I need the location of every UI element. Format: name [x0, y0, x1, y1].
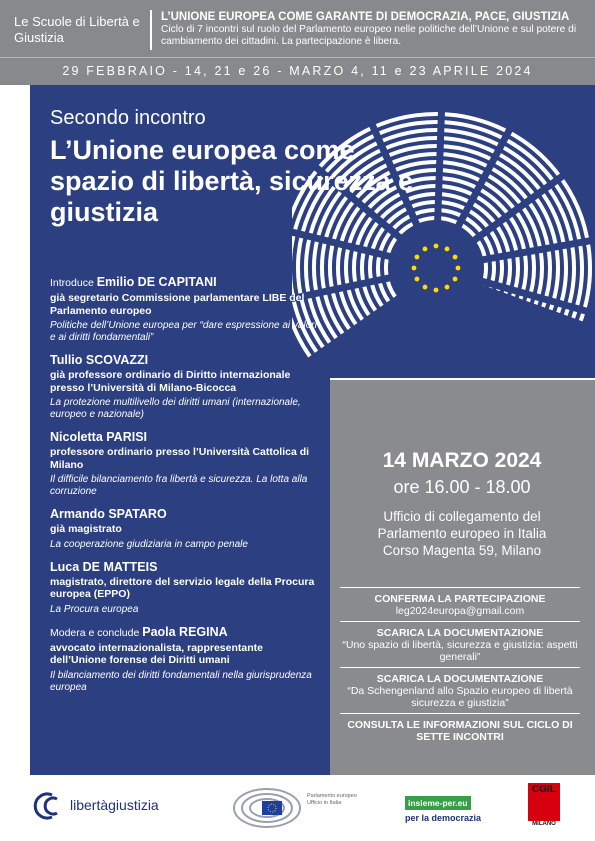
eu-star-icon [456, 266, 461, 271]
speaker-name: Emilio DE CAPITANI [96, 275, 217, 289]
libertagiustizia-logo-icon [30, 791, 68, 821]
speaker-intro: Introduce [50, 277, 97, 289]
eu-star-icon [423, 247, 428, 252]
partner-logos [0, 775, 595, 841]
confirm-participation-link[interactable] [340, 587, 580, 621]
series-heading: L’UNIONE EUROPEA COME GARANTE DI DEMOCRAZIA, PACE, GIUSTIZIA [161, 11, 570, 23]
speaker-item [50, 275, 320, 344]
eu-star-icon [434, 288, 439, 293]
download-documentation-2-link[interactable] [340, 667, 580, 713]
speaker-item [50, 507, 320, 551]
speaker-topic: Politiche dell’Unione europea per “dare espressione ai valori e ai diritti fondamentali” [50, 320, 317, 343]
speaker-role: avvocato internazionalista, rappresentante dell’Unione forense dei Diritti umani [50, 641, 263, 666]
header-divider [150, 10, 152, 50]
speaker-intro: Modera e conclude [50, 626, 143, 639]
series-description: Ciclo di 7 incontri sul ruolo del Parlamento europeo nelle politiche dell’Unione e sul potere di cambiamento dei cittadini. La partecipazione è libera. [161, 24, 577, 47]
action-links [340, 587, 580, 747]
event-date: 14 MARZO 2024 [382, 449, 542, 472]
speaker-topic: La protezione multilivello dei diritti umani (internazionale, europeo e nazionale) [50, 397, 301, 420]
libertagiustizia-logo: libertàgiustizia [70, 797, 159, 813]
meeting-title: L’Unione europea come spazio di libertà, sicurezza e giustizia [50, 135, 414, 227]
speaker-name: Tullio SCOVAZZI [50, 353, 149, 367]
eu-star-icon [445, 247, 450, 252]
eu-star-icon [423, 285, 428, 290]
speaker-item [50, 560, 320, 616]
speaker-topic: La Procura europea [50, 603, 139, 615]
eu-star-icon [453, 255, 458, 260]
eu-star-icon [434, 244, 439, 249]
action-heading: SCARICA LA DOCUMENTAZIONE [376, 627, 544, 639]
action-heading: CONSULTA LE INFORMAZIONI SUL CICLO DI SETTE INCONTRI [347, 719, 573, 743]
download-documentation-1-link[interactable] [340, 621, 580, 667]
meeting-subtitle: Secondo incontro [50, 107, 206, 129]
eu-star-icon [445, 285, 450, 290]
cycle-info-link[interactable] [340, 713, 580, 747]
speaker-item [50, 353, 320, 421]
speaker-name: Nicoletta PARISI [50, 430, 148, 444]
document-title: “Da Schengenland allo Spazio europeo di libertà sicurezza e giustizia” [347, 685, 573, 709]
event-venue [338, 508, 586, 559]
contact-email-link[interactable]: leg2024europa@gmail.com [395, 605, 525, 617]
hemicycle-row [386, 218, 486, 297]
venue-address: Corso Magenta 59, Milano [382, 543, 542, 558]
eu-star-icon [415, 277, 420, 282]
insieme-per-eu-logo: insieme-per.eu per la democrazia [405, 798, 482, 823]
speakers-list [50, 275, 320, 703]
document-title: “Uno spazio di libertà, sicurezza e giustizia: aspetti generali” [342, 639, 578, 663]
speaker-name: Armando SPATARO [50, 507, 167, 521]
speaker-name: Luca DE MATTEIS [50, 559, 158, 574]
european-parliament-logo: Parlamento europeo Ufficio in Italia [307, 793, 357, 806]
series-dates: 29 FEBBRAIO - 14, 21 e 26 - MARZO 4, 11 e 23 APRILE 2024 [62, 64, 533, 78]
series-name: Le Scuole di Libertà e Giustizia [14, 14, 140, 45]
action-heading: SCARICA LA DOCUMENTAZIONE [376, 673, 544, 685]
speaker-item [50, 430, 320, 498]
venue-line: Ufficio di collegamento del [383, 509, 541, 524]
venue-line: Parlamento europeo in Italia [377, 526, 547, 541]
speaker-item [50, 625, 320, 694]
speaker-role: già segretario Commissione parlamentare LIBE del Parlamento europeo [50, 292, 305, 317]
speaker-topic: Il bilanciamento dei diritti fondamentali nella giurisprudenza europea [50, 669, 312, 693]
speaker-topic: Il difficile bilanciamento fra libertà e sicurezza. La lotta alla corruzione [50, 474, 308, 497]
speaker-role: magistrato, direttore del servizio legale della Procura europea (EPPO) [50, 575, 315, 600]
eu-star-icon [412, 266, 417, 271]
hemicycle-aisle [438, 103, 442, 222]
event-time: ore 16.00 - 18.00 [393, 477, 531, 497]
speaker-role: già professore ordinario di Diritto internazionale presso l’Università di Milano-Bicocca [50, 369, 291, 394]
eu-star-icon [415, 255, 420, 260]
action-heading: CONFERMA LA PARTECIPAZIONE [374, 593, 546, 605]
cgil-logo: CGIL MILANO [528, 783, 563, 827]
speaker-role: già magistrato [50, 523, 122, 535]
speaker-name: Paola REGINA [142, 624, 228, 639]
eu-star-icon [453, 277, 458, 282]
european-parliament-logo-icon [232, 787, 302, 829]
speaker-topic: La cooperazione giudiziaria in campo penale [50, 538, 248, 550]
speaker-role: professore ordinario presso l’Università Cattolica di Milano [50, 446, 310, 471]
